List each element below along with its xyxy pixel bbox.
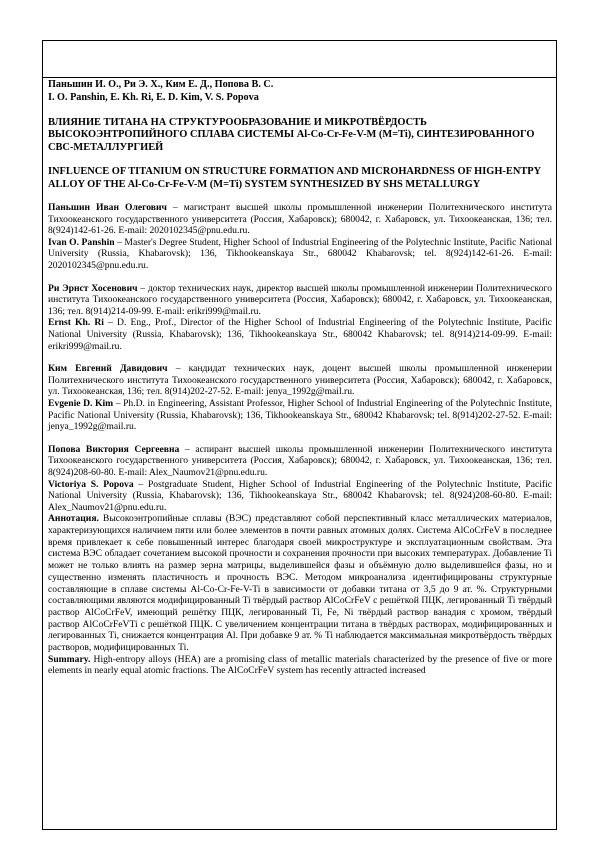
author-bio-2 (48, 283, 552, 353)
summary-en (48, 654, 552, 677)
bio-name-en: Evgenie D. Kim (48, 397, 114, 409)
header-box (43, 41, 556, 78)
bio-text-en: – D. Eng., Prof., Director of the Higher School of Industrial Engineering of the Polytechnic Institute, Pacific National University (Russia, Khabarovsk); 136, Tikhookeanskaya Str., 680042 Khabarovsk; tel. 8(914)214-09-99. E-mail: erikri999@mail.ru. (48, 317, 553, 352)
page-frame (42, 40, 557, 830)
bio-text-ru: – магистрант высшей школы промышленной инженерии Политехнического института Тихоокеанского государственного университета (Россия, Хабаровск); 680042, г. Хабаровск, ул. Тихоокеанская, 136; тел. 8(924)142-61-26. E-mail: 2020102345@pnu.edu.ru. (48, 202, 552, 237)
title-en: INFLUENCE OF TITANIUM ON STRUCTURE FORMATION AND MICROHARDNESS OF HIGH-ENTPY ALLOY OF THE Al-Co-Cr-Fe-V-M (M=Ti) SYSTEM SYNTHESIZED BY SHS METALLURGY (48, 166, 541, 190)
summary-text: High-entropy alloys (HEA) are a promising class of metallic materials characterized by the presence of five or more elements in nearly equal atomic fractions. The AlCoCrFeV system has recently attracted increased (48, 653, 552, 677)
authors-en: I. O. Panshin, E. Kh. Ri, E. D. Kim, V. S. Popova (48, 92, 259, 103)
bio-name-en: Victoriya S. Popova (48, 478, 134, 490)
bio-text-ru: – кандидат технических наук, доцент высшей школы промышленной инженерии Политехнического института Тихоокеанского государственного университета (Россия, Хабаровск); 680042, г. Хабаровск, ул. Тихоокеанская, 136; тел. 8(914)202-27-52. E-mail: jenya_1992g@mail.ru. (48, 363, 552, 398)
article-content (48, 78, 552, 677)
bio-text-en: – Master's Degree Student, Higher School of Industrial Engineering of the Polytechnic Institute, Pacific National University (Russia, Khabarovsk); 136, Tikhookeanskaya Str., 680042 Khabarovsk; tel. 8(924)142-61-26. E-mail: 2020102345@pnu.edu.ru. (48, 236, 552, 271)
abstract-ru (48, 513, 552, 653)
title-ru: ВЛИЯНИЕ ТИТАНА НА СТРУКТУРООБРАЗОВАНИЕ И МИКРОТВЁРДОСТЬ ВЫСОКОЭНТРОПИЙНОГО СПЛАВА СИСТЕМЫ Al-Co-Cr-Fe-V-M (M=Ti), СИНТЕЗИРОВАННОГО СВС-МЕТАЛЛУРГИЕЙ (48, 117, 535, 153)
bio-text-en: – Postgraduate Student, Higher School of Industrial Engineering of the Polytechnic Institute, Pacific National University (Russia, Khabarovsk); 136, Tikhookeanskaya Str., 680042 Khabarovsk; tel. 8(924)208-60-80. E-mail: Alex_Naumov21@pnu.edu.ru. (48, 478, 552, 513)
bio-name-ru: Попова Виктория Сергеевна (48, 443, 180, 455)
author-bio-1 (48, 202, 552, 272)
abstract-text: Высокоэнтропийные сплавы (ВЭС) представляют собой перспективный класс металлических материалов, характеризующихся наличием пяти или более элементов в почти равных атомных долях. Система AlCoCrFeV в последнее время привлекает к себе повышенный интерес благодаря своей микроструктуре и эксплуатационным свойствам. Эта система ВЭС обладает сочетанием высокой прочности и сохранения прочности при высоких температурах. Добавление Ti может не только влиять на размер зерна матрицы, выделившейся фазы и объёмную долю выделившейся фазы, но и существенно изменять пластичность и прочность ВЭС. Методом микроанализа идентифицированы структурные составляющие в сплаве системы Al-Co-Cr-Fe-V-Ti в зависимости от добавки титана от 3,5 до 9 ат. %. Структурными составляющими являются модифицированный Ti твёрдый раствор AlCoCrFeV с решёткой ПЦК, легированный Ti твёрдый раствор AlCoCrFeV, имеющий решётку ПЦК, легированный Ti, Fe, Ni твёрдый раствор ванадия с хромом, твёрдый раствор AlCoCrFeVTi с решёткой ПЦК. С увеличением концентрации титана в твёрдых растворах, модифицированных и легированных Ti, снижается концентрация Al. При добавке 9 ат. % Ti наблюдается максимальная микротвёрдость твёрдых растворов, модифицированных Ti. (48, 513, 552, 654)
abstract-label: Аннотация. (48, 513, 99, 525)
bio-text-en: – Ph.D. in Engineering, Assistant Professor, Higher School of Industrial Engineering of the Polytechnic Institute, Pacific National University (Russia, Khabarovsk); 136, Tikhookeanskaya Str., 680042 Khabarovsk; tel. 8(914)202-27-52. E-mail: jenya_1992g@mail.ru. (48, 397, 552, 433)
author-bio-3 (48, 363, 552, 433)
bio-text-ru: – аспирант высшей школы промышленной инженерии Политехнического института Тихоокеанского государственного университета (Россия, Хабаровск); 680042, г. Хабаровск, ул. Тихоокеанская, 136; тел. 8(924)208-60-80. E-mail: Alex_Naumov21@pnu.edu.ru. (48, 443, 552, 478)
bio-name-ru: Ри Эрнст Хосенович (48, 282, 138, 294)
authors-ru: Паньшин И. О., Ри Э. Х., Ким Е. Д., Попова В. С. (48, 79, 274, 90)
author-bio-4 (48, 444, 552, 514)
summary-label: Summary. (48, 653, 91, 665)
bio-name-en: Ivan O. Panshin (48, 236, 115, 248)
bio-name-ru: Ким Евгений Давидович (48, 363, 168, 375)
bio-name-en: Ernst Kh. Ri (48, 317, 104, 329)
bio-text-ru: – доктор технических наук, директор высшей школы промышленной инженерии Политехнического института Тихоокеанского государственного университета (Россия, Хабаровск); 680042, г. Хабаровск, ул. Тихоокеанская, 136; тел. 8(914)214-09-99. E-mail: erikri999@mail.ru. (48, 282, 553, 317)
bio-name-ru: Паньшин Иван Олегович (48, 202, 167, 214)
